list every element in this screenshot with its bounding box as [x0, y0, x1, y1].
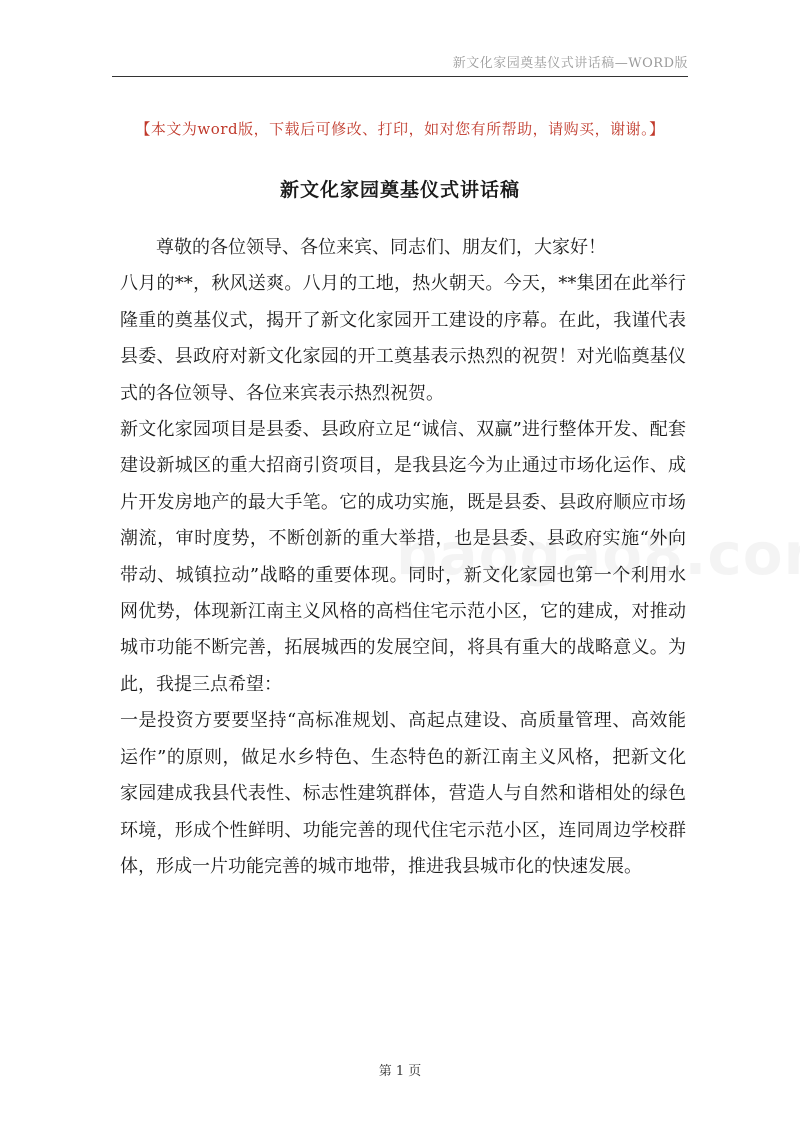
running-title: 新文化家园奠基仪式讲话稿—WORD版 — [452, 56, 688, 71]
page-number: 第 1 页 — [378, 1064, 422, 1079]
body-paragraph: 一是投资方要要坚持“高标准规划、高起点建设、高质量管理、高效能运作”的原则，做足水乡特色、生态特色的新江南主义风格，把新文化家园建成我县代表性、标志性建筑群体，营造人与自然和谐相处的绿色环境，形成个性鲜明、功能完善的现代住宅示范小区，连同周边学校群体，形成一片功能完善的城市地带，推进我县城市化的快速发展。 — [120, 710, 686, 877]
body-paragraph: 新文化家园项目是县委、县政府立足“诚信、双赢”进行整体开发、配套建设新城区的重大招商引资项目，是我县迄今为止通过市场化运作、成片开发房地产的最大手笔。它的成功实施，既是县委、县政府顺应市场潮流，审时度势，不断创新的重大举措，也是县委、县政府实施“外向带动、城镇拉动”战略的重要体现。同时，新文化家园也第一个利用水网优势，体现新江南主义风格的高档住宅示范小区，它的建成，对推动城市功能不断完善，拓展城西的发展空间，将具有重大的战略意义。为此，我提三点希望： — [120, 419, 686, 695]
purchase-notice: 【本文为word版，下载后可修改、打印，如对您有所帮助，请购买，谢谢。】 — [135, 120, 665, 138]
header-divider — [112, 76, 688, 77]
document-title: 新文化家园奠基仪式讲话稿 — [279, 179, 520, 201]
body-paragraph: 八月的**，秋风送爽。八月的工地，热火朝天。今天，**集团在此举行隆重的奠基仪式，揭开了新文化家园开工建设的序幕。在此，我谨代表县委、县政府对新文化家园的开工奠基表示热烈的祝贺！对光临奠基仪式的各位领导、各位来宾表示热烈祝贺。 — [120, 273, 686, 404]
document-body — [120, 230, 686, 885]
greeting-paragraph: 尊敬的各位领导、各位来宾、同志们、朋友们，大家好！ — [156, 237, 606, 258]
